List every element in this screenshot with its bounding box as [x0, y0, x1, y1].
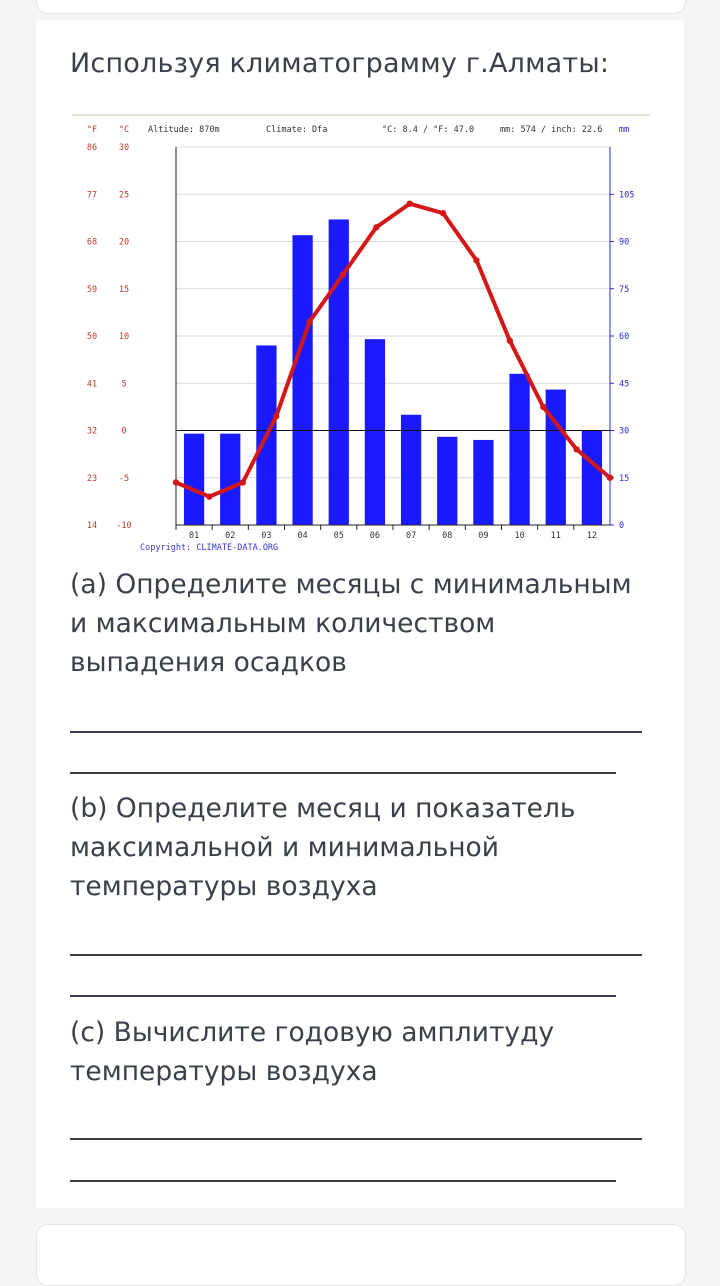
- temperature-point: [240, 479, 246, 485]
- x-axis-month-label: 11: [550, 531, 561, 541]
- precipitation-bar: [220, 434, 240, 525]
- left-axis-f-tick: 32: [86, 426, 98, 437]
- precipitation-bar: [546, 390, 566, 525]
- precipitation-bar: [401, 415, 421, 525]
- right-axis-mm-tick: 75: [619, 284, 630, 295]
- right-axis-mm-tick: 30: [619, 426, 630, 437]
- question-card: [36, 20, 684, 1208]
- right-axis-mm-tick: 15: [619, 473, 630, 484]
- precipitation-bar: [365, 339, 385, 525]
- temperature-point: [406, 201, 412, 207]
- precipitation-bar: [509, 374, 529, 525]
- precipitation-bar: [292, 235, 312, 525]
- left-axis-c-tick: -5: [118, 473, 130, 484]
- x-axis-month-label: 08: [442, 531, 453, 541]
- header-temperature-summary: °C: 8.4 / °F: 47.0: [382, 125, 475, 135]
- question-b: (b) Определите месяц и показатель максимальной и минимальной температуры воздуха: [70, 793, 576, 902]
- header-climate: Climate: Dfa: [266, 125, 328, 135]
- left-axis-c-tick: 15: [118, 284, 130, 295]
- precipitation-bar: [473, 440, 493, 525]
- question-a: (a) Определите месяцы с минимальным и максимальным количеством выпадения осадков: [70, 569, 632, 678]
- left-axis-c-tick: -10: [116, 521, 132, 531]
- chart-copyright: Copyright: CLIMATE-DATA.ORG: [140, 543, 279, 553]
- left-axis-f-tick: 68: [86, 237, 98, 248]
- precipitation-bar: [184, 434, 204, 525]
- left-axis-f-tick: 41: [86, 379, 98, 390]
- left-axis-c-tick: 25: [118, 190, 130, 201]
- temperature-point: [306, 319, 312, 325]
- left-axis-f-tick: 14: [86, 521, 98, 531]
- x-axis-month-label: 01: [188, 531, 200, 541]
- left-axis-c-tick: 5: [121, 379, 127, 390]
- temperature-point: [340, 271, 346, 277]
- answer-line-b-2[interactable]: [70, 995, 616, 997]
- header-c-unit: °C: [118, 125, 130, 135]
- left-axis-c-tick: 0: [121, 426, 127, 437]
- x-axis-month-label: 09: [478, 531, 489, 541]
- left-axis-c-tick: 20: [118, 237, 130, 248]
- temperature-point: [373, 224, 379, 230]
- header-precipitation-summary: mm: 574 / inch: 22.6: [500, 125, 603, 135]
- question-c: (c) Вычислите годовую амплитуду температуры воздуха: [70, 1017, 555, 1087]
- temperature-point: [206, 493, 212, 499]
- task-heading: Используя климатограмму г.Алматы:: [70, 48, 610, 79]
- x-axis-month-label: 02: [225, 531, 236, 541]
- temperature-point: [473, 257, 479, 263]
- right-axis-mm-tick: 0: [619, 521, 625, 531]
- x-axis-month-label: 07: [405, 531, 417, 541]
- precipitation-bar: [437, 437, 457, 525]
- x-axis-month-label: 03: [261, 531, 272, 541]
- x-axis-month-label: 05: [333, 531, 344, 541]
- left-axis-f-tick: 59: [86, 284, 98, 295]
- climate-chart: [72, 95, 650, 555]
- left-axis-f-tick: 86: [86, 143, 98, 153]
- left-axis-c-tick: 30: [118, 143, 130, 153]
- answer-line-c-2[interactable]: [70, 1180, 616, 1182]
- header-mm-unit: mm: [618, 125, 630, 135]
- x-axis-month-label: 04: [297, 531, 308, 541]
- temperature-point: [607, 475, 613, 481]
- right-axis-mm-tick: 45: [619, 379, 630, 390]
- precipitation-bar: [582, 431, 602, 526]
- header-f-unit: °F: [86, 125, 98, 135]
- climate-chart-svg: [72, 95, 650, 555]
- x-axis-month-label: 10: [514, 531, 525, 541]
- x-axis-month-label: 12: [586, 531, 598, 541]
- left-axis-f-tick: 23: [86, 473, 98, 484]
- answer-line-b-1[interactable]: [70, 954, 642, 956]
- next-card: [36, 1224, 686, 1286]
- temperature-point: [173, 479, 179, 485]
- temperature-point: [440, 210, 446, 216]
- temperature-point: [273, 413, 279, 419]
- left-axis-f-tick: 77: [86, 190, 98, 201]
- right-axis-mm-tick: 90: [619, 237, 630, 248]
- answer-line-a-2[interactable]: [70, 772, 616, 774]
- left-axis-f-tick: 50: [86, 332, 98, 342]
- answer-line-a-1[interactable]: [70, 731, 642, 733]
- left-axis-c-tick: 10: [118, 332, 130, 342]
- temperature-line: [176, 204, 610, 497]
- temperature-point: [507, 338, 513, 344]
- header-altitude: Altitude: 870m: [148, 125, 220, 135]
- temperature-point: [540, 404, 546, 410]
- x-axis-month-label: 06: [369, 531, 381, 541]
- temperature-point: [573, 446, 579, 452]
- right-axis-mm-tick: 105: [619, 190, 635, 201]
- right-axis-mm-tick: 60: [619, 332, 630, 342]
- previous-card: [36, 0, 686, 14]
- precipitation-bar: [329, 219, 349, 525]
- answer-line-c-1[interactable]: [70, 1138, 642, 1140]
